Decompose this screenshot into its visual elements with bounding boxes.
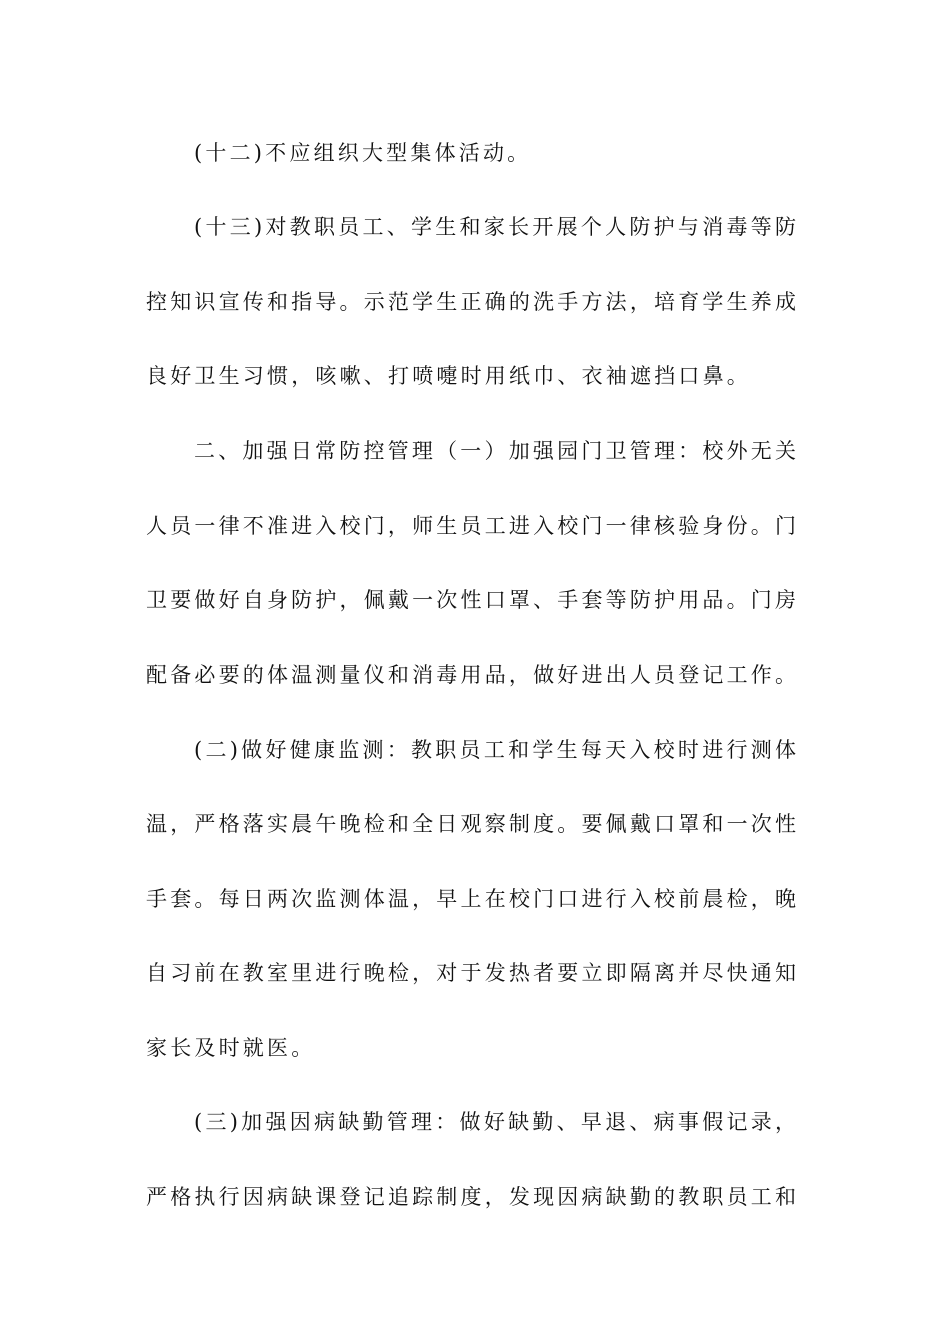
section-2-line-3: 卫要做好自身防护，佩戴一次性口罩、手套等防护用品。门房 [146,588,796,612]
section-2-line-4: 配备必要的体温测量仪和消毒用品，做好进出人员登记工作。 [146,663,796,687]
section-2-line-2: 人员一律不准进入校门，师生员工进入校门一律核验身份。门 [146,514,796,538]
paragraph-2-line-4: 自习前在教室里进行晚检，对于发热者要立即隔离并尽快通知 [146,961,796,985]
paragraph-2-line-2: 温，严格落实晨午晚检和全日观察制度。要佩戴口罩和一次性 [146,812,796,836]
paragraph-12-line-1: (十二)不应组织大型集体活动。 [194,141,532,165]
paragraph-2-line-1: (二)做好健康监测：教职员工和学生每天入校时进行测体 [194,738,796,762]
paragraph-2-line-3: 手套。每日两次监测体温，早上在校门口进行入校前晨检，晚 [146,887,796,911]
paragraph-2-line-5: 家长及时就医。 [146,1036,316,1060]
section-2-line-1: 二、加强日常防控管理（一）加强园门卫管理：校外无关 [194,439,796,463]
paragraph-13-line-2: 控知识宣传和指导。示范学生正确的洗手方法，培育学生养成 [146,290,796,314]
paragraph-13-line-1: (十三)对教职员工、学生和家长开展个人防护与消毒等防 [194,215,796,239]
paragraph-13-line-3: 良好卫生习惯，咳嗽、打喷嚏时用纸巾、衣袖遮挡口鼻。 [146,364,751,388]
paragraph-3-line-1: (三)加强因病缺勤管理：做好缺勤、早退、病事假记录， [194,1110,796,1134]
paragraph-3-line-2: 严格执行因病缺课登记追踪制度，发现因病缺勤的教职员工和 [146,1185,796,1209]
